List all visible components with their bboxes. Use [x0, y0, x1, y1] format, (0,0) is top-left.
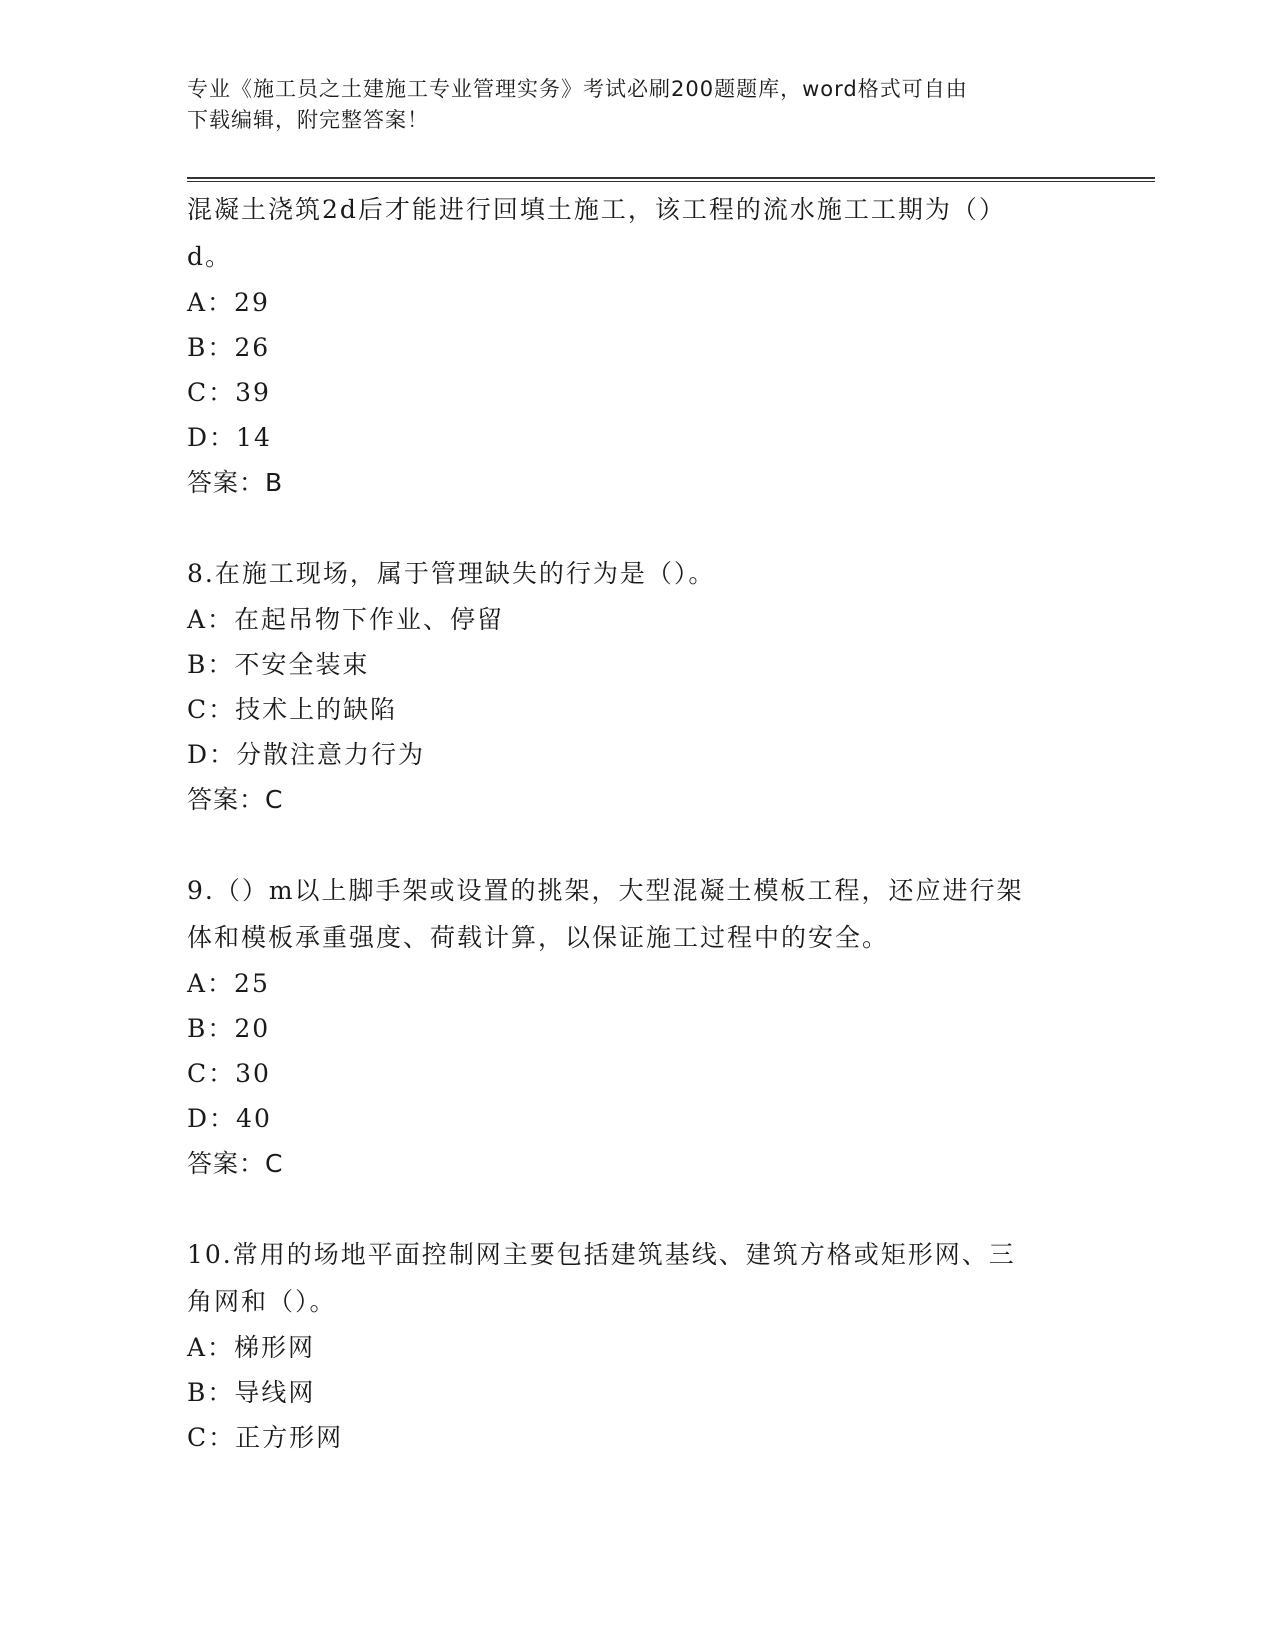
- option-c: C：正方形网: [187, 1423, 344, 1452]
- answer-line: 答案：C: [187, 1149, 284, 1178]
- question-stem: 8.在施工现场，属于管理缺失的行为是（）。: [187, 559, 716, 588]
- question-stem: 10.常用的场地平面控制网主要包括建筑基线、建筑方格或矩形网、三: [187, 1240, 1016, 1269]
- option-a: A：25: [187, 969, 270, 998]
- option-c: C：技术上的缺陷: [187, 695, 398, 724]
- header-title-line-2: 下载编辑，附完整答案！: [187, 108, 429, 132]
- answer-line: 答案：C: [187, 785, 284, 814]
- answer-line: 答案：B: [187, 468, 284, 497]
- question-item: [187, 867, 1087, 1187]
- option-d: D：40: [187, 1104, 272, 1133]
- option-c: C：30: [187, 1059, 271, 1088]
- option-a: A：29: [187, 288, 270, 317]
- header-title-line-1: 专业《施工员之土建施工专业管理实务》考试必刷200题题库，word格式可自由: [187, 77, 968, 101]
- option-b: B：不安全装束: [187, 650, 370, 679]
- option-a: A：梯形网: [187, 1333, 316, 1362]
- question-item: [187, 1231, 1087, 1460]
- option-d: D：分散注意力行为: [187, 740, 426, 769]
- question-stem: 9.（）m以上脚手架或设置的挑架，大型混凝土模板工程，还应进行架: [187, 876, 1024, 905]
- document-header: [187, 74, 1067, 136]
- question-stem-continued: d。: [187, 242, 233, 271]
- option-c: C：39: [187, 378, 271, 407]
- question-item: [187, 186, 1087, 506]
- option-b: B：20: [187, 1014, 271, 1043]
- option-a: A：在起吊物下作业、停留: [187, 605, 505, 634]
- question-stem-continued: 角网和（）。: [187, 1287, 337, 1316]
- question-stem-continued: 体和模板承重强度、荷载计算，以保证施工过程中的安全。: [187, 923, 890, 952]
- question-item: [187, 550, 1087, 823]
- option-d: D：14: [187, 423, 272, 452]
- header-divider: [187, 177, 1155, 182]
- question-stem: 混凝土浇筑2d后才能进行回填土施工，该工程的流水施工工期为（）: [187, 195, 1006, 224]
- option-b: B：26: [187, 333, 271, 362]
- question-list: [187, 186, 1087, 1504]
- option-b: B：导线网: [187, 1378, 316, 1407]
